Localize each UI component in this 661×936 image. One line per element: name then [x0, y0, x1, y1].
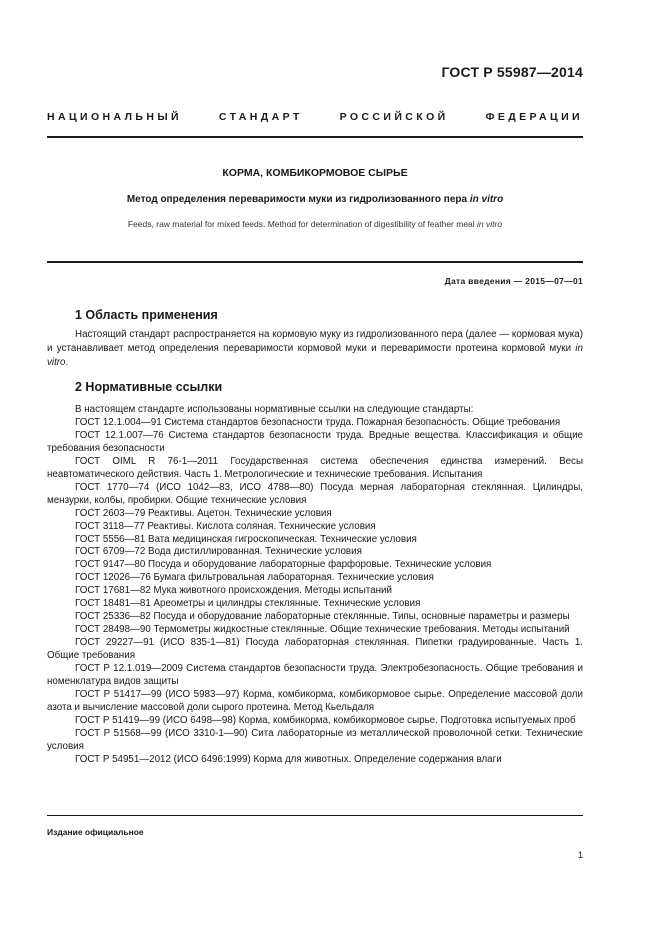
official-edition-label: Издание официальное: [47, 827, 144, 837]
section-2-heading: 2 Нормативные ссылки: [75, 380, 223, 394]
header-rule: [47, 136, 583, 138]
section-1-italic: in vitro: [47, 343, 583, 368]
reference-item: ГОСТ 28498—90 Термометры жидкостные стеклянные. Общие технические требования. Методы испытаний: [75, 624, 570, 636]
reference-intro: В настоящем стандарте использованы нормативные ссылки на следующие стандарты:: [75, 404, 474, 415]
section-1-heading: 1 Область применения: [75, 308, 218, 322]
document-code: ГОСТ Р 55987—2014: [441, 64, 583, 80]
document-subtitle-en: [47, 219, 583, 229]
normative-references-list: [47, 404, 583, 767]
section-1-text-end: .: [65, 357, 69, 368]
reference-item: ГОСТ 2603—79 Реактивы. Ацетон. Технические условия: [75, 507, 332, 519]
reference-item: ГОСТ 12026—76 Бумага фильтровальная лабораторная. Технические условия: [75, 572, 434, 584]
document-title: КОРМА, КОМБИКОРМОВОЕ СЫРЬЕ: [222, 167, 408, 179]
introduction-date: Дата введения — 2015—07—01: [444, 276, 583, 286]
reference-item: ГОСТ Р 54951—2012 (ИСО 6496:1999) Корма для животных. Определение содержания влаги: [75, 753, 502, 765]
national-standard-banner: НАЦИОНАЛЬНЫЙ СТАНДАРТ РОССИЙСКОЙ ФЕДЕРАЦИИ: [47, 111, 583, 123]
reference-item: ГОСТ 3118—77 Реактивы. Кислота соляная. Технические условия: [75, 520, 376, 532]
section-1-paragraph: [47, 328, 583, 370]
reference-item: ГОСТ Р 51419—99 (ИСО 6498—98) Корма, комбикорма, комбикормовое сырье. Подготовка испытуемых проб: [75, 714, 576, 726]
reference-item: ГОСТ Р 51568—99 (ИСО 3310-1—90) Сита лабораторные из металлической проволочной сетки. Технические условия: [47, 727, 583, 752]
reference-item: ГОСТ 12.1.004—91 Система стандартов безопасности труда. Пожарная безопасность. Общие требования: [75, 416, 561, 428]
subtitle-ru-text: Метод определения переваримости муки из гидролизованного пера: [126, 194, 468, 205]
reference-item: ГОСТ 9147—80 Посуда и оборудование лабораторные фарфоровые. Технические условия: [75, 559, 492, 571]
footer-rule: [47, 815, 583, 816]
reference-item: ГОСТ 29227—91 (ИСО 835-1—81) Посуда лабораторная стеклянная. Пипетки градуированные. Часть 1. Общие требования: [47, 637, 583, 662]
page-number: 1: [577, 850, 583, 860]
reference-item: ГОСТ 1770—74 (ИСО 1042—83, ИСО 4788—80) Посуда мерная лабораторная стеклянная. Цилиндры, мензурки, колбы, пробирки. Общие технические условия: [47, 481, 583, 506]
reference-item: ГОСТ Р 51417—99 (ИСО 5983—97) Корма, комбикорма, комбикормовое сырье. Определение массовой доли азота и вычисление массовой доли сырого протеина. Метод Кьельдаля: [47, 688, 583, 713]
document-subtitle-ru: [47, 194, 583, 205]
reference-item: ГОСТ 25336—82 Посуда и оборудование лабораторные стеклянные. Типы, основные параметры и размеры: [75, 611, 570, 623]
subtitle-en-italic: in vitro: [477, 219, 503, 229]
reference-item: ГОСТ 17681—82 Мука животного происхождения. Методы испытаний: [75, 585, 392, 597]
title-rule: [47, 261, 583, 263]
section-1-text: Настоящий стандарт распространяется на кормовую муку из гидролизованного пера (далее — кормовая мука) и устанавливает метод определения переваримости кормовой муки и переваримости протеина кормовой муки: [47, 329, 583, 354]
reference-item: ГОСТ 6709—72 Вода дистиллированная. Технические условия: [75, 546, 362, 558]
subtitle-en-text: Feeds, raw material for mixed feeds. Method for determination of digestibility of feather meal: [127, 219, 475, 229]
reference-item: ГОСТ 5556—81 Вата медицинская гигроскопическая. Технические условия: [75, 533, 417, 545]
subtitle-ru-italic: in vitro: [469, 194, 504, 205]
reference-item: ГОСТ Р 12.1.019—2009 Система стандартов безопасности труда. Электробезопасность. Общие требования и номенклатура видов защиты: [47, 663, 583, 688]
reference-item: ГОСТ OIML R 76-1—2011 Государственная система обеспечения единства измерений. Весы неавтоматического действия. Часть 1. Метрологические и технические требования. Испытания: [47, 455, 583, 480]
reference-item: ГОСТ 18481—81 Ареометры и цилиндры стеклянные. Технические условия: [75, 598, 421, 610]
reference-item: ГОСТ 12.1.007—76 Система стандартов безопасности труда. Вредные вещества. Классификация и общие требования безопасности: [47, 429, 583, 454]
